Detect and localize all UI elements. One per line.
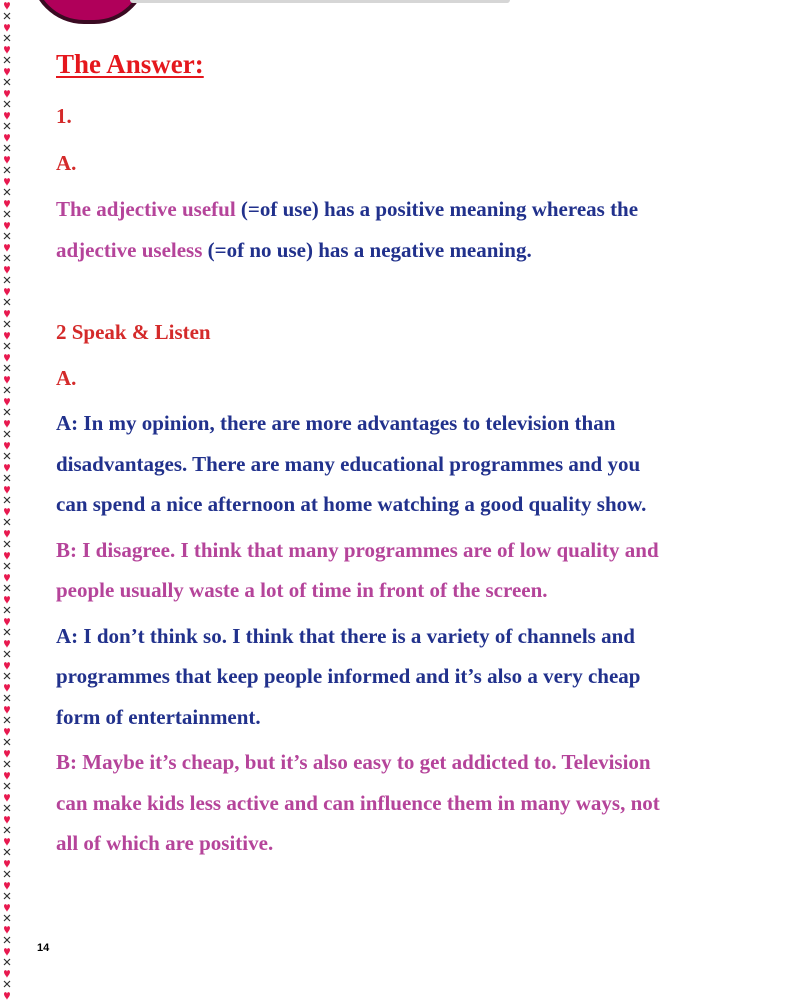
- dialogue-line: can spend a nice afternoon at home watching a good quality show.: [56, 492, 647, 516]
- dialogue-line: programmes that keep people informed and it’s also a very cheap: [56, 664, 641, 688]
- dialogue-turn-3: [56, 616, 786, 738]
- dialogue-line: disadvantages. There are many educational programmes and you: [56, 451, 641, 476]
- top-corner-decoration: [30, 0, 148, 24]
- dialogue-turn-2: [56, 530, 786, 611]
- dialogue-line: form of entertainment.: [56, 704, 261, 729]
- section-1-paragraph: [56, 189, 786, 270]
- page-number: 14: [37, 942, 50, 954]
- section-1-sub-label: A.: [56, 151, 77, 175]
- dialogue-line: people usually waste a lot of time in front of the screen.: [56, 578, 548, 602]
- dialogue-line: all of which are positive.: [56, 831, 274, 855]
- para-useless-phrase: adjective useless: [56, 237, 203, 262]
- section-2-title: 2 Speak & Listen: [56, 320, 211, 344]
- dialogue-line: A: In my opinion, there are more advantages to television than: [56, 411, 616, 435]
- heart-pattern-border-icon: [0, 0, 14, 1000]
- dialogue-line: B: I disagree. I think that many programmes are of low quality and: [56, 537, 659, 562]
- para-useful-explanation: (=of use) has a positive meaning whereas the: [235, 197, 639, 221]
- dialogue-turn-4: [56, 742, 786, 864]
- main-content: [56, 46, 786, 864]
- section-1-number: 1.: [56, 104, 72, 128]
- dialogue-turn-1: [56, 403, 786, 525]
- para-useless-explanation: (=of no use) has a negative meaning.: [202, 237, 532, 262]
- section-2-sub-label: A.: [56, 366, 77, 390]
- dialogue-line: A: I don’t think so. I think that there is a variety of channels and: [56, 623, 635, 648]
- dialogue-line: B: Maybe it’s cheap, but it’s also easy to get addicted to. Television: [56, 750, 651, 774]
- para-useful-phrase: The adjective useful: [56, 197, 236, 221]
- dialogue-line: can make kids less active and can influence them in many ways, not: [56, 790, 660, 815]
- page-heading: The Answer:: [56, 49, 204, 79]
- top-divider-line: [130, 0, 510, 3]
